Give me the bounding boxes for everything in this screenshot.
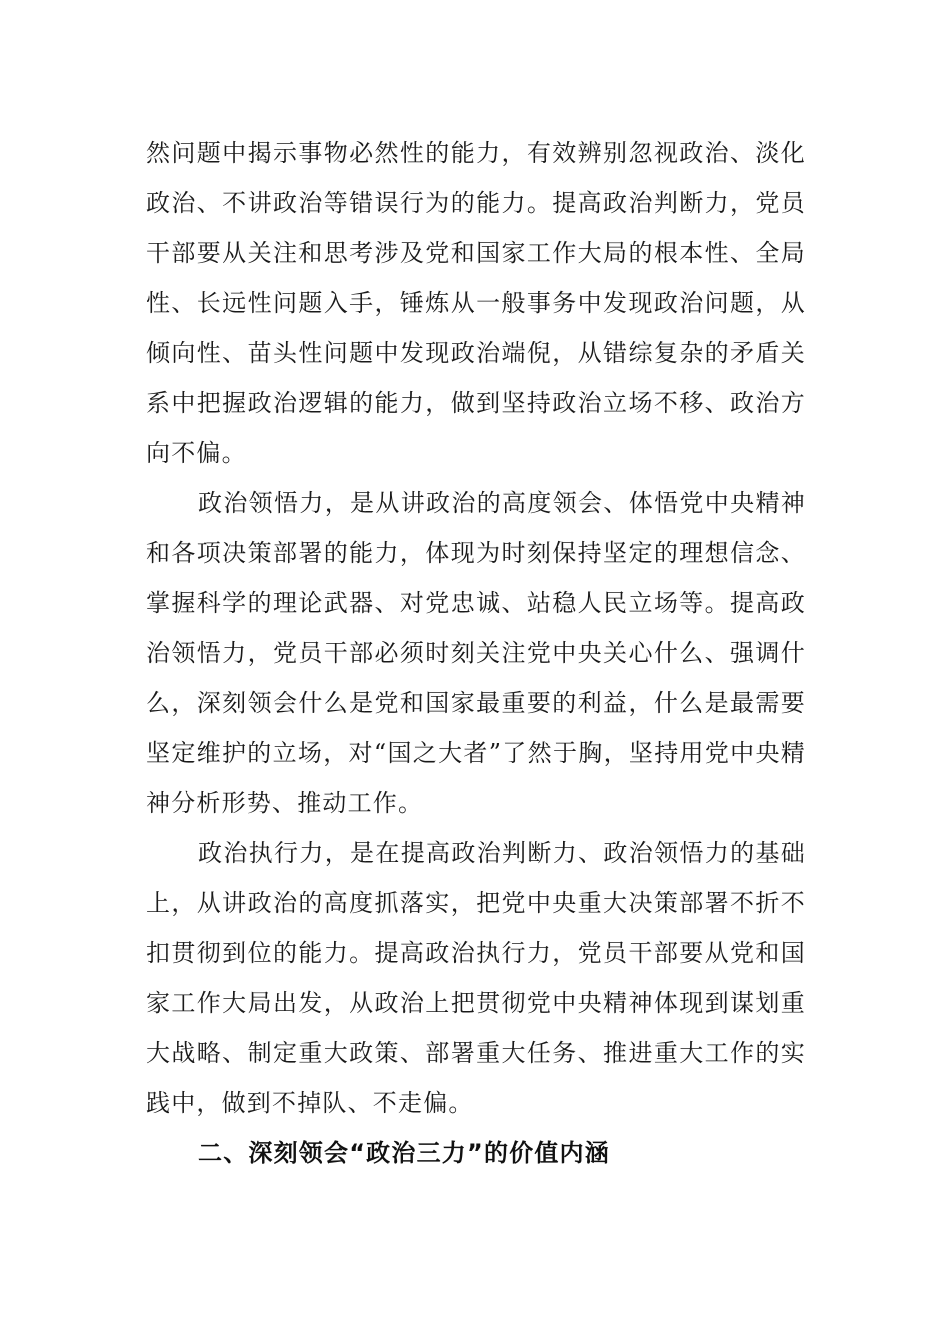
document-page [146,128,806,1178]
paragraph-political-execution: 政治执行力，是在提高政治判断力、政治领悟力的基础上，从讲政治的高度抓落实，把党中央重大决策部署不折不扣贯彻到位的能力。提高政治执行力，党员干部要从党和国家工作大局出发，从政治上把贯彻党中央精神体现到谋划重大战略、制定重大政策、部署重大任务、推进重大工作的实践中，做到不掉队、不走偏。 [146,839,806,1117]
paragraph-political-comprehension: 政治领悟力，是从讲政治的高度领会、体悟党中央精神和各项决策部署的能力，体现为时刻保持坚定的理想信念、掌握科学的理论武器、对党忠诚、站稳人民立场等。提高政治领悟力，党员干部必须时刻关注党中央关心什么、强调什么，深刻领会什么是党和国家最重要的利益，什么是最需要坚定维护的立场，对“国之大者”了然于胸，坚持用党中央精神分析形势、推动工作。 [146,489,806,817]
section-heading: 二、深刻领会“政治三力”的价值内涵 [198,1139,610,1167]
paragraph-judgment-continued: 然问题中揭示事物必然性的能力，有效辨别忽视政治、淡化政治、不讲政治等错误行为的能力。提高政治判断力，党员干部要从关注和思考涉及党和国家工作大局的根本性、全局性、长远性问题入手，锤炼从一般事务中发现政治问题，从倾向性、苗头性问题中发现政治端倪，从错综复杂的矛盾关系中把握政治逻辑的能力，做到坚持政治立场不移、政治方向不偏。 [146,139,806,467]
